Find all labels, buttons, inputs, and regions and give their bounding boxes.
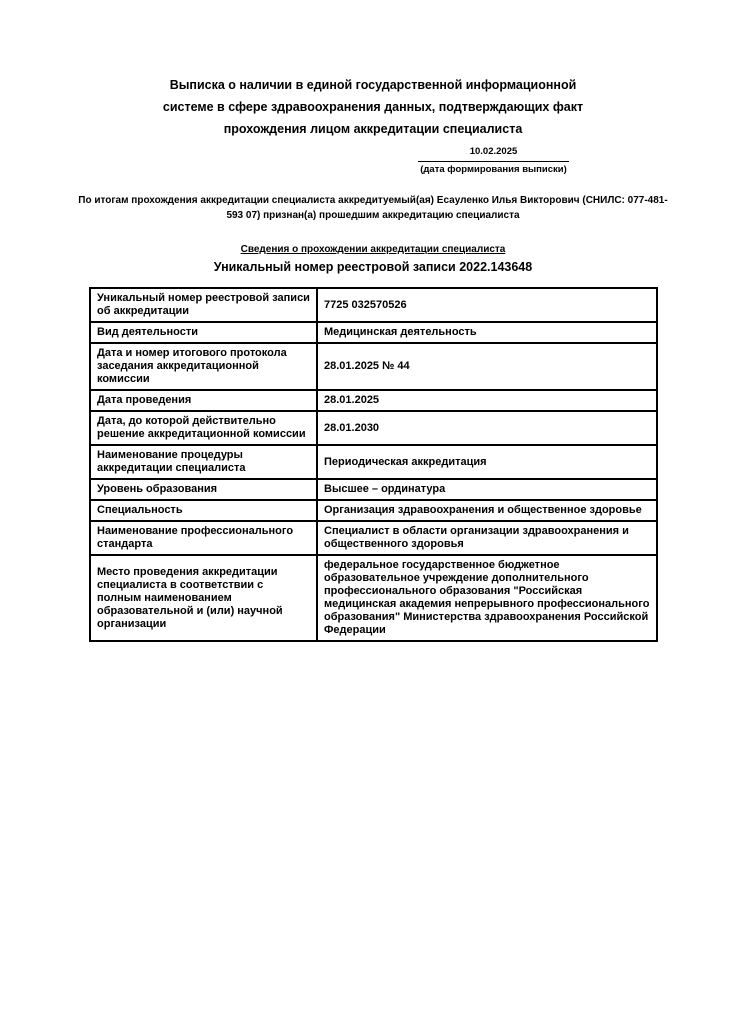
table-row (90, 555, 657, 641)
table-row (90, 500, 657, 521)
intro-line: 593 07) признан(а) прошедшим аккредитацию специалиста (226, 210, 520, 221)
intro-line: По итогам прохождения аккредитации специалиста аккредитуемый(ая) Есауленко Илья Викторович (СНИЛС: 077-481- (78, 195, 668, 206)
issue-date-caption: (дата формирования выписки) (420, 164, 567, 175)
document-title-line: системе в сфере здравоохранения данных, подтверждающих факт (162, 100, 584, 114)
row-label-cell: Дата и номер итогового протокола заседания аккредитационной комиссии (90, 343, 317, 390)
row-label-cell: Уникальный номер реестровой записи об аккредитации (90, 288, 317, 322)
row-label-cell: Дата, до которой действительно решение аккредитационной комиссии (90, 411, 317, 445)
registry-number-heading: Уникальный номер реестровой записи 2022.143648 (213, 260, 533, 274)
row-value-cell: Медицинская деятельность (317, 322, 657, 343)
table-row (90, 390, 657, 411)
table-row (90, 343, 657, 390)
row-label-cell: Наименование профессионального стандарта (90, 521, 317, 555)
issue-date: 10.02.2025 (418, 146, 569, 162)
table-row (90, 288, 657, 322)
table-row (90, 479, 657, 500)
intro-paragraph (73, 193, 673, 223)
document-title-line: прохождения лицом аккредитации специалиста (223, 122, 523, 136)
row-label-cell: Уровень образования (90, 479, 317, 500)
issue-date-block (418, 146, 569, 176)
accreditation-table (89, 287, 658, 642)
row-label-cell: Наименование процедуры аккредитации специалиста (90, 445, 317, 479)
table-row (90, 445, 657, 479)
table-row (90, 322, 657, 343)
document-title-line: Выписка о наличии в единой государственной информационной (169, 78, 577, 92)
row-label-cell: Вид деятельности (90, 322, 317, 343)
row-value-cell: 28.01.2025 (317, 390, 657, 411)
row-label-cell: Специальность (90, 500, 317, 521)
row-value-cell: Периодическая аккредитация (317, 445, 657, 479)
table-row (90, 411, 657, 445)
row-label-cell: Место проведения аккредитации специалиста в соответствии с полным наименованием образовательной и (или) научной организации (90, 555, 317, 641)
document-title (83, 74, 663, 140)
row-value-cell: Высшее – ординатура (317, 479, 657, 500)
row-value-cell: Организация здравоохранения и общественное здоровье (317, 500, 657, 521)
row-value-cell: 7725 032570526 (317, 288, 657, 322)
row-value-cell: 28.01.2030 (317, 411, 657, 445)
table-row (90, 521, 657, 555)
row-label-cell: Дата проведения (90, 390, 317, 411)
row-value-cell: Специалист в области организации здравоохранения и общественного здоровья (317, 521, 657, 555)
row-value-cell: федеральное государственное бюджетное образовательное учреждение дополнительного профессионального образования "Российская медицинская академия непрерывного профессионального образования" Министерства здравоохранения Российской Федерации (317, 555, 657, 641)
section-heading: Сведения о прохождении аккредитации специалиста (240, 244, 506, 255)
row-value-cell: 28.01.2025 № 44 (317, 343, 657, 390)
